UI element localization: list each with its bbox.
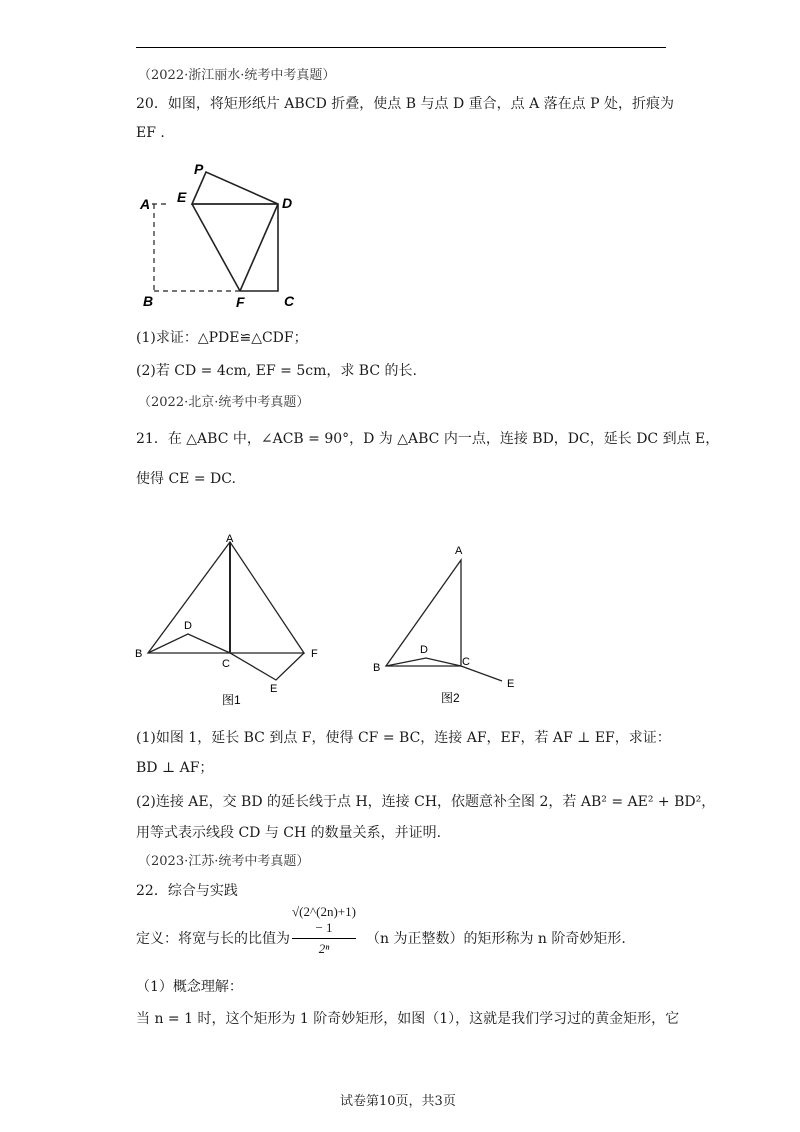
q22-definition-suffix: （n 为正整数）的矩形称为 n 阶奇妙矩形. [366, 931, 626, 947]
top-rule [136, 47, 666, 48]
fig1-label-d: D [184, 620, 192, 632]
q21-part2-line1: (2)连接 AE，交 BD 的延长线于点 H，连接 CH，依题意补全图 2，若 AB² = AE² + BD²， [136, 794, 716, 810]
fig1-label-a: A [226, 533, 234, 545]
segment-df [240, 204, 278, 291]
fig1-triangle-abf [148, 542, 304, 653]
q21-figure2 [360, 540, 540, 710]
q21-stem-line1: 21．在 △ABC 中，∠ACB = 90°，D 为 △ABC 内一点，连接 BD，DC，延长 DC 到点 E， [136, 431, 720, 447]
fig2-label-e: E [507, 678, 515, 690]
label-e: E [177, 189, 187, 205]
q22-sub1-text: 当 n = 1 时，这个矩形为 1 阶奇妙矩形，如图（1），这就是我们学习过的黄金矩形，它 [136, 1011, 680, 1027]
q22-formula-bar [292, 938, 356, 939]
q21-part2-line2: 用等式表示线段 CD 与 CH 的数量关系，并证明. [136, 825, 442, 841]
q20-stem-line1: 20．如图，将矩形纸片 ABCD 折叠，使点 B 与点 D 重合，点 A 落在点 P 处，折痕为 [136, 96, 674, 112]
q22-title: 22．综合与实践 [136, 883, 238, 899]
label-a: A [140, 196, 151, 212]
q20-part1: (1)求证：△PDE≌△CDF； [136, 330, 308, 346]
fig1-caption: 图1 [222, 693, 241, 707]
page-footer: 试卷第10页，共3页 [340, 1094, 456, 1109]
q22-sub1: （1）概念理解： [136, 979, 243, 995]
fig1-label-c: C [222, 658, 230, 670]
q20-source: （2022·浙江丽水·统考中考真题） [138, 68, 336, 83]
label-d: D [282, 195, 293, 211]
q21-part1-line1: (1)如图 1，延长 BC 到点 F，使得 CF = BC，连接 AF，EF，若 AF ⊥ EF，求证： [136, 730, 671, 746]
q22-definition-prefix: 定义：将宽与长的比值为 [136, 931, 290, 947]
q22-formula [292, 904, 356, 957]
q21-source: （2022·北京·统考中考真题） [138, 395, 310, 410]
fig2-label-a: A [455, 545, 463, 557]
fig2-caption: 图2 [441, 691, 460, 705]
q20-figure [130, 150, 310, 315]
q22-formula-numerator: √(2^(2n)+1) − 1 [292, 904, 356, 935]
q20-part2: (2)若 CD = 4cm, EF = 5cm，求 BC 的长. [136, 363, 417, 379]
fig2-label-b: B [373, 662, 381, 674]
label-f: F [236, 294, 245, 310]
crease-ef [192, 204, 240, 291]
fig1-label-e: E [270, 683, 278, 695]
q22-source: （2023·江苏·统考中考真题） [138, 854, 310, 869]
fig1-path-bdcef [148, 634, 304, 680]
triangle-pde [192, 172, 278, 204]
fig1-label-f: F [311, 648, 318, 660]
q21-part1-line2: BD ⊥ AF； [136, 760, 214, 776]
fig2-path-bdce [386, 658, 502, 681]
q21-figure1 [130, 530, 330, 710]
fig2-label-c: C [462, 656, 470, 668]
rect-edges [192, 204, 278, 291]
label-c: C [284, 293, 295, 309]
q20-stem-line2: EF . [136, 125, 165, 141]
fig1-label-b: B [135, 648, 143, 660]
label-b: B [143, 293, 154, 309]
q21-stem-line2: 使得 CE = DC. [136, 471, 236, 487]
fig2-label-d: D [420, 644, 428, 656]
q22-formula-denominator: 2ⁿ [318, 941, 330, 956]
label-p: P [194, 161, 204, 177]
